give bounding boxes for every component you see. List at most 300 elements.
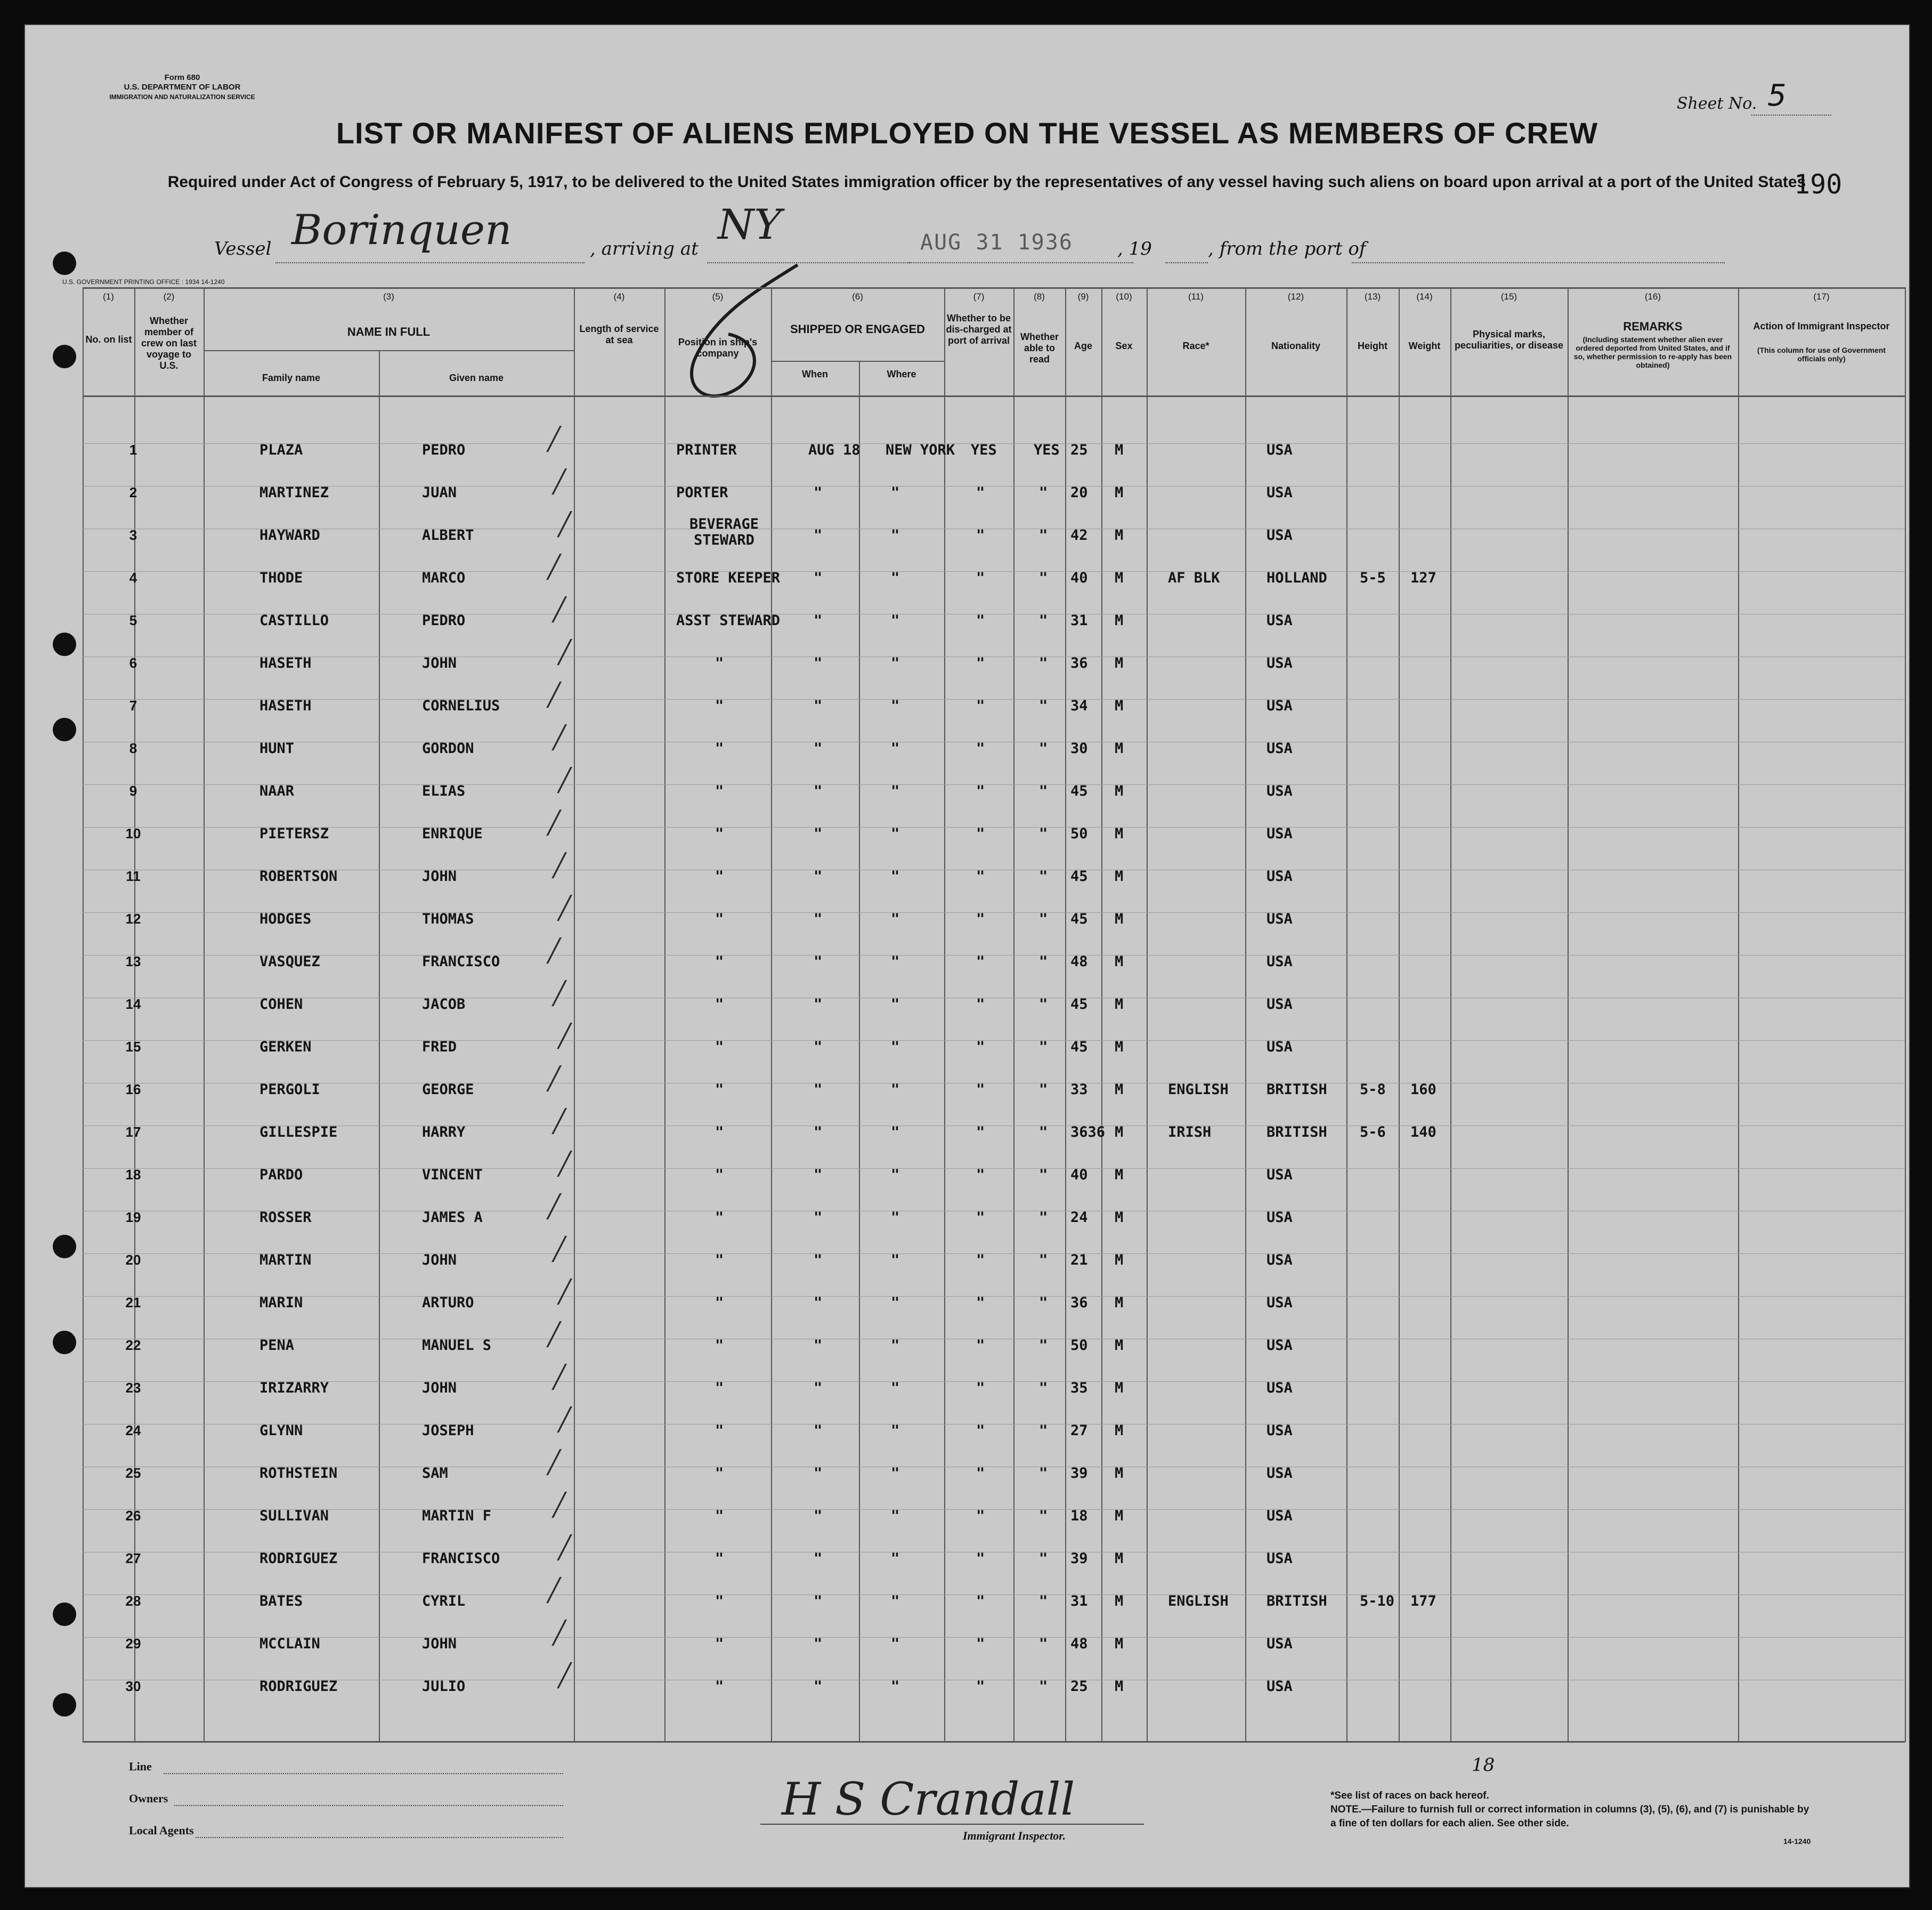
form-id-block — [94, 73, 270, 102]
shipped-where-cell: " — [891, 1465, 900, 1482]
table-row — [25, 1422, 1909, 1464]
col-num: (15) — [1500, 292, 1517, 302]
position-cell: " — [715, 1167, 724, 1183]
table-row — [25, 1465, 1909, 1507]
family-name-cell: HAYWARD — [259, 527, 320, 544]
header-nationality: Nationality — [1271, 341, 1320, 351]
given-name-cell: JOHN — [422, 1636, 457, 1652]
race-cell: ENGLISH — [1168, 1081, 1229, 1098]
shipped-where-cell: " — [891, 1593, 900, 1609]
shipped-when-cell: " — [814, 1550, 823, 1567]
able-read-cell: " — [1039, 1209, 1048, 1226]
nationality-cell: USA — [1267, 1508, 1293, 1524]
able-read-cell: " — [1039, 1678, 1048, 1695]
nationality-cell: BRITISH — [1267, 1593, 1327, 1609]
col-num: (8) — [1034, 292, 1045, 302]
table-row — [25, 1209, 1909, 1251]
col-num: (4) — [613, 292, 625, 302]
position-cell: " — [715, 1081, 724, 1098]
able-read-cell: " — [1039, 1550, 1048, 1567]
family-name-cell: MCCLAIN — [259, 1636, 320, 1652]
arriving-label: , arriving at — [590, 238, 699, 260]
shipped-when-cell: " — [814, 1593, 823, 1609]
shipped-where-cell: " — [891, 1508, 900, 1524]
sex-cell: M — [1115, 655, 1124, 671]
family-name-cell: ROSSER — [259, 1209, 312, 1226]
nationality-cell: USA — [1267, 612, 1293, 629]
table-row — [25, 911, 1909, 952]
shipped-where-cell: " — [891, 953, 900, 970]
check-mark-icon: ╱ — [547, 1193, 561, 1219]
given-name-cell: PEDRO — [422, 442, 466, 458]
given-name-cell: PEDRO — [422, 612, 466, 629]
age-cell: 31 — [1070, 612, 1088, 629]
race-cell: AF BLK — [1168, 570, 1220, 586]
nationality-cell: USA — [1267, 1422, 1293, 1439]
position-cell: STORE KEEPER — [676, 570, 781, 586]
position-cell: ASST STEWARD — [676, 612, 781, 629]
able-read-cell: " — [1039, 868, 1048, 885]
position-cell: PORTER — [676, 484, 728, 501]
shipped-when-cell: " — [814, 740, 823, 757]
discharged-cell: " — [976, 825, 985, 842]
table-row — [25, 740, 1909, 782]
table-row — [25, 1508, 1909, 1549]
able-read-cell: " — [1039, 1636, 1048, 1652]
check-mark-icon: ╱ — [558, 639, 572, 665]
check-mark-icon: ╱ — [553, 1108, 566, 1134]
able-read-cell: " — [1039, 740, 1048, 757]
position-cell: " — [715, 1337, 724, 1354]
header-action-inspector: Action of Immigrant Inspector — [1753, 321, 1890, 331]
given-name-cell: ELIAS — [422, 783, 466, 799]
row-number-cell: 14 — [125, 996, 141, 1012]
sex-cell: M — [1115, 1337, 1124, 1354]
col-num: (12) — [1287, 292, 1304, 302]
header-weight: Weight — [1408, 341, 1441, 351]
shipped-when-cell: " — [814, 1081, 823, 1098]
row-number-cell: 7 — [129, 698, 137, 714]
row-number-cell: 12 — [125, 911, 141, 927]
form-number: Form 680 — [164, 73, 200, 82]
sex-cell: M — [1115, 953, 1124, 970]
given-name-cell: MARTIN F — [422, 1508, 492, 1524]
given-name-cell: JOHN — [422, 655, 457, 671]
given-name-cell: VINCENT — [422, 1167, 483, 1183]
row-number-cell: 10 — [125, 825, 141, 841]
shipped-when-cell: " — [814, 527, 823, 544]
header-physical-marks: Physical marks, peculiarities, or disease — [1454, 329, 1564, 351]
able-read-cell: " — [1039, 911, 1048, 927]
position-cell: " — [715, 655, 724, 671]
nationality-cell: USA — [1267, 1550, 1293, 1567]
able-read-cell: " — [1039, 996, 1048, 1013]
sex-cell: M — [1115, 612, 1124, 629]
family-name-cell: GLYNN — [259, 1422, 303, 1439]
given-name-cell: JUAN — [422, 484, 457, 501]
row-number-cell: 15 — [125, 1039, 141, 1055]
header-family-name: Family name — [262, 373, 321, 383]
family-name-cell: ROTHSTEIN — [259, 1465, 338, 1482]
age-cell: 20 — [1070, 484, 1088, 501]
weight-cell: 177 — [1410, 1593, 1436, 1609]
age-cell: 36 — [1070, 1294, 1088, 1311]
shipped-when-cell: " — [814, 612, 823, 629]
sex-cell: M — [1115, 698, 1124, 714]
header-sex: Sex — [1115, 341, 1133, 351]
binder-hole — [53, 252, 76, 275]
row-number-cell: 28 — [125, 1593, 141, 1609]
shipped-when-cell: " — [814, 1209, 823, 1226]
family-name-cell: COHEN — [259, 996, 303, 1013]
discharged-cell: " — [976, 868, 985, 885]
family-name-cell: THODE — [259, 570, 303, 586]
able-read-cell: " — [1039, 527, 1048, 544]
given-name-cell: JULIO — [422, 1678, 466, 1695]
shipped-when-cell: " — [814, 1465, 823, 1482]
sex-cell: M — [1115, 911, 1124, 927]
check-mark-icon: ╱ — [553, 1364, 566, 1390]
position-cell: " — [715, 868, 724, 885]
age-cell: 25 — [1070, 1678, 1088, 1695]
check-mark-icon: ╱ — [558, 1662, 572, 1688]
check-mark-icon: ╱ — [558, 1406, 572, 1432]
shipped-where-cell: " — [891, 1252, 900, 1268]
discharged-cell: " — [976, 570, 985, 586]
shipped-when-cell: " — [814, 911, 823, 927]
sex-cell: M — [1115, 868, 1124, 885]
discharged-cell: " — [976, 996, 985, 1013]
year-label: , 19 — [1117, 238, 1152, 260]
header-remarks-note: (Including statement whether alien ever ordered deported from United States, and if so, whether permission to re-apply has been obtained) — [1573, 335, 1732, 369]
nationality-cell: USA — [1267, 1465, 1293, 1482]
shipped-where-cell: " — [891, 1380, 900, 1396]
discharged-cell: " — [976, 698, 985, 714]
check-mark-icon: ╱ — [558, 1534, 572, 1560]
table-row — [25, 996, 1909, 1038]
nationality-cell: USA — [1267, 953, 1293, 970]
shipped-when-cell: " — [814, 996, 823, 1013]
handwritten-count: 18 — [1472, 1754, 1495, 1776]
sex-cell: M — [1115, 1209, 1124, 1226]
family-name-cell: HODGES — [259, 911, 312, 927]
local-agents-label: Local Agents — [129, 1824, 194, 1837]
able-read-cell: " — [1039, 612, 1048, 629]
row-number-cell: 1 — [129, 442, 137, 458]
header-whether-member: Whether member of crew on last voyage to U.S. — [141, 315, 197, 371]
row-number-cell: 4 — [129, 570, 137, 586]
inspector-signature: H S Crandall — [782, 1773, 1075, 1825]
table-row — [25, 1294, 1909, 1336]
table-row — [25, 1337, 1909, 1379]
nationality-cell: USA — [1267, 868, 1293, 885]
position-cell: " — [715, 1252, 724, 1268]
row-number-cell: 3 — [129, 527, 137, 543]
discharged-cell: " — [976, 1678, 985, 1695]
position-cell: " — [715, 1039, 724, 1055]
height-cell: 5-5 — [1360, 570, 1386, 586]
shipped-where-cell: " — [891, 698, 900, 714]
col-num: (6) — [852, 292, 863, 302]
row-number-cell: 22 — [125, 1337, 141, 1353]
arrival-date-stamp: AUG 31 1936 — [920, 230, 1073, 255]
discharged-cell: " — [976, 1252, 985, 1268]
check-mark-icon: ╱ — [553, 468, 566, 495]
race-cell: ENGLISH — [1168, 1593, 1229, 1609]
shipped-when-cell: " — [814, 783, 823, 799]
col-num: (7) — [973, 292, 985, 302]
row-number-cell: 13 — [125, 953, 141, 969]
nationality-cell: USA — [1267, 1252, 1293, 1268]
check-mark-icon: ╱ — [558, 767, 572, 793]
discharged-cell: " — [976, 1380, 985, 1396]
discharged-cell: " — [976, 1337, 985, 1354]
age-cell: 39 — [1070, 1550, 1088, 1567]
shipped-when-cell: " — [814, 698, 823, 714]
nationality-cell: BRITISH — [1267, 1124, 1327, 1140]
nationality-cell: USA — [1267, 1337, 1293, 1354]
shipped-when-cell: " — [814, 1508, 823, 1524]
header-race: Race* — [1182, 341, 1209, 351]
discharged-cell: " — [976, 1081, 985, 1098]
check-mark-icon: ╱ — [547, 937, 561, 964]
position-cell: " — [715, 1508, 724, 1524]
height-cell: 5-6 — [1360, 1124, 1386, 1140]
age-cell: 50 — [1070, 1337, 1088, 1354]
nationality-cell: BRITISH — [1267, 1081, 1327, 1098]
row-number-cell: 18 — [125, 1167, 141, 1183]
header-able-read: Whether able to read — [1020, 331, 1059, 365]
shipped-where-cell: " — [891, 1081, 900, 1098]
check-mark-icon: ╱ — [558, 511, 572, 537]
able-read-cell: " — [1039, 1294, 1048, 1311]
check-mark-icon: ╱ — [547, 554, 561, 580]
age-cell: 27 — [1070, 1422, 1088, 1439]
sheet-number-field — [1677, 78, 1787, 113]
given-name-cell: GORDON — [422, 740, 474, 757]
able-read-cell: " — [1039, 1465, 1048, 1482]
sheet-number-label: Sheet No. — [1677, 94, 1757, 113]
discharged-cell: " — [976, 911, 985, 927]
table-row — [25, 516, 1909, 569]
given-name-cell: JAMES A — [422, 1209, 483, 1226]
sex-cell: M — [1115, 527, 1124, 544]
col-num: (17) — [1813, 292, 1830, 302]
shipped-when-cell: " — [814, 953, 823, 970]
shipped-where-cell: " — [891, 740, 900, 757]
age-cell: 35 — [1070, 1380, 1088, 1396]
able-read-cell: " — [1039, 1380, 1048, 1396]
given-name-cell: JACOB — [422, 996, 466, 1013]
position-cell: BEVERAGE STEWARD — [689, 516, 759, 548]
header-position: Position in ship's company — [678, 337, 758, 359]
check-mark-icon: ╱ — [547, 1321, 561, 1347]
nationality-cell: USA — [1267, 655, 1293, 671]
discharged-cell: " — [976, 1209, 985, 1226]
table-row — [25, 1124, 1909, 1166]
header-shipped-engaged: SHIPPED OR ENGAGED — [790, 322, 926, 336]
shipped-where-cell: " — [891, 655, 900, 671]
discharged-cell: " — [976, 1508, 985, 1524]
check-mark-icon: ╱ — [558, 1151, 572, 1177]
age-cell: 25 — [1070, 442, 1088, 458]
sex-cell: M — [1115, 1039, 1124, 1055]
shipped-where-cell: " — [891, 612, 900, 629]
header-age: Age — [1074, 341, 1092, 351]
family-name-cell: PIETERSZ — [259, 825, 329, 842]
from-port-label: , from the port of — [1208, 238, 1366, 260]
age-cell: 33 — [1070, 1081, 1088, 1098]
page-title: LIST OR MANIFEST OF ALIENS EMPLOYED ON THE VESSEL AS MEMBERS OF CREW — [336, 116, 1598, 150]
weight-cell: 160 — [1410, 1081, 1436, 1098]
check-mark-icon: ╱ — [558, 1023, 572, 1049]
position-cell: " — [715, 1465, 724, 1482]
family-name-cell: PLAZA — [259, 442, 303, 458]
sex-cell: M — [1115, 1550, 1124, 1567]
check-mark-icon: ╱ — [558, 895, 572, 921]
given-name-cell: MANUEL S — [422, 1337, 492, 1354]
age-cell: 21 — [1070, 1252, 1088, 1268]
check-mark-icon: ╱ — [547, 1065, 561, 1091]
nationality-cell: USA — [1267, 484, 1293, 501]
shipped-when-cell: " — [814, 1380, 823, 1396]
row-number-cell: 23 — [125, 1380, 141, 1396]
form-code: 14-1240 — [1783, 1837, 1811, 1846]
family-name-cell: HASETH — [259, 655, 312, 671]
sex-cell: M — [1115, 1294, 1124, 1311]
able-read-cell: " — [1039, 1081, 1048, 1098]
header-discharged: Whether to be dis-charged at port of arrival — [946, 313, 1012, 346]
family-name-cell: PARDO — [259, 1167, 303, 1183]
position-cell: PRINTER — [676, 442, 737, 458]
race-cell: IRISH — [1168, 1124, 1212, 1140]
discharged-cell: " — [976, 484, 985, 501]
sex-cell: M — [1115, 1636, 1124, 1652]
age-cell: 48 — [1070, 1636, 1088, 1652]
position-cell: " — [715, 953, 724, 970]
vessel-label: Vessel — [214, 238, 272, 260]
table-row — [25, 484, 1909, 526]
col-num: (16) — [1644, 292, 1661, 302]
check-mark-icon: ╱ — [547, 426, 561, 452]
shipped-where-cell: " — [891, 484, 900, 501]
header-name-in-full: NAME IN FULL — [347, 325, 431, 338]
family-name-cell: MARTIN — [259, 1252, 312, 1268]
family-name-cell: BATES — [259, 1593, 303, 1609]
row-number-cell: 9 — [129, 783, 137, 799]
family-name-cell: VASQUEZ — [259, 953, 320, 970]
shipped-where-cell: " — [891, 1209, 900, 1226]
sex-cell: M — [1115, 442, 1124, 458]
discharged-cell: " — [976, 1422, 985, 1439]
row-number-cell: 27 — [125, 1550, 141, 1566]
age-cell: 45 — [1070, 783, 1088, 799]
height-cell: 5-10 — [1360, 1593, 1395, 1609]
family-name-cell: MARTINEZ — [259, 484, 329, 501]
discharged-cell: " — [976, 1294, 985, 1311]
able-read-cell: " — [1039, 1167, 1048, 1183]
row-number-cell: 30 — [125, 1678, 141, 1694]
given-name-cell: ENRIQUE — [422, 825, 483, 842]
check-mark-icon: ╱ — [558, 1278, 572, 1305]
given-name-cell: CYRIL — [422, 1593, 466, 1609]
row-number-cell: 20 — [125, 1252, 141, 1268]
header-no-on-list: No. on list — [85, 334, 132, 345]
header-given-name: Given name — [449, 373, 504, 383]
row-number-cell: 11 — [126, 868, 141, 884]
nationality-cell: USA — [1267, 740, 1293, 757]
row-number-cell: 16 — [125, 1081, 141, 1097]
age-cell: 36 — [1070, 655, 1088, 671]
position-cell: " — [715, 1422, 724, 1439]
given-name-cell: JOHN — [422, 1252, 457, 1268]
shipped-where-cell: " — [891, 1124, 900, 1140]
col-num: (3) — [383, 292, 394, 302]
weight-cell: 127 — [1410, 570, 1436, 586]
shipped-when-cell: " — [814, 1422, 823, 1439]
given-name-cell: ALBERT — [422, 527, 474, 544]
shipped-where-cell: " — [891, 1550, 900, 1567]
discharged-cell: " — [976, 1636, 985, 1652]
check-mark-icon: ╱ — [553, 1620, 566, 1646]
able-read-cell: " — [1039, 655, 1048, 671]
able-read-cell: " — [1039, 825, 1048, 842]
able-read-cell: " — [1039, 698, 1048, 714]
age-cell: 45 — [1070, 1039, 1088, 1055]
shipped-where-cell: " — [891, 1337, 900, 1354]
header-when: When — [802, 369, 828, 379]
discharged-cell: " — [976, 655, 985, 671]
age-cell: 30 — [1070, 740, 1088, 757]
position-cell: " — [715, 1593, 724, 1609]
check-mark-icon: ╱ — [553, 1236, 566, 1262]
shipped-where-cell: " — [891, 1167, 900, 1183]
shipped-when-cell: " — [814, 1294, 823, 1311]
check-mark-icon: ╱ — [547, 810, 561, 836]
table-row — [25, 655, 1909, 697]
given-name-cell: FRANCISCO — [422, 1550, 500, 1567]
able-read-cell: " — [1039, 1124, 1048, 1140]
table-row — [25, 825, 1909, 867]
age-cell: 34 — [1070, 698, 1088, 714]
able-read-cell: " — [1039, 953, 1048, 970]
shipped-when-cell: " — [814, 1636, 823, 1652]
age-cell: 18 — [1070, 1508, 1088, 1524]
check-mark-icon: ╱ — [553, 1492, 566, 1518]
table-row — [25, 1167, 1909, 1208]
discharged-cell: " — [976, 1039, 985, 1055]
shipped-where-cell: " — [891, 996, 900, 1013]
table-row — [25, 1593, 1909, 1634]
table-row — [25, 570, 1909, 611]
shipped-when-cell: AUG 18 — [808, 442, 861, 458]
position-cell: " — [715, 1380, 724, 1396]
discharged-cell: " — [976, 1167, 985, 1183]
shipped-when-cell: " — [814, 655, 823, 671]
family-name-cell: PERGOLI — [259, 1081, 320, 1098]
check-mark-icon: ╱ — [547, 1577, 561, 1603]
able-read-cell: YES — [1034, 442, 1060, 458]
given-name-cell: JOSEPH — [422, 1422, 474, 1439]
family-name-cell: GILLESPIE — [259, 1124, 338, 1140]
discharged-cell: " — [976, 783, 985, 799]
nationality-cell: USA — [1267, 1636, 1293, 1652]
shipped-where-cell: " — [891, 1294, 900, 1311]
family-name-cell: GERKEN — [259, 1039, 312, 1055]
col-num: (5) — [712, 292, 724, 302]
nationality-cell: USA — [1267, 527, 1293, 544]
row-number-cell: 29 — [125, 1636, 141, 1652]
